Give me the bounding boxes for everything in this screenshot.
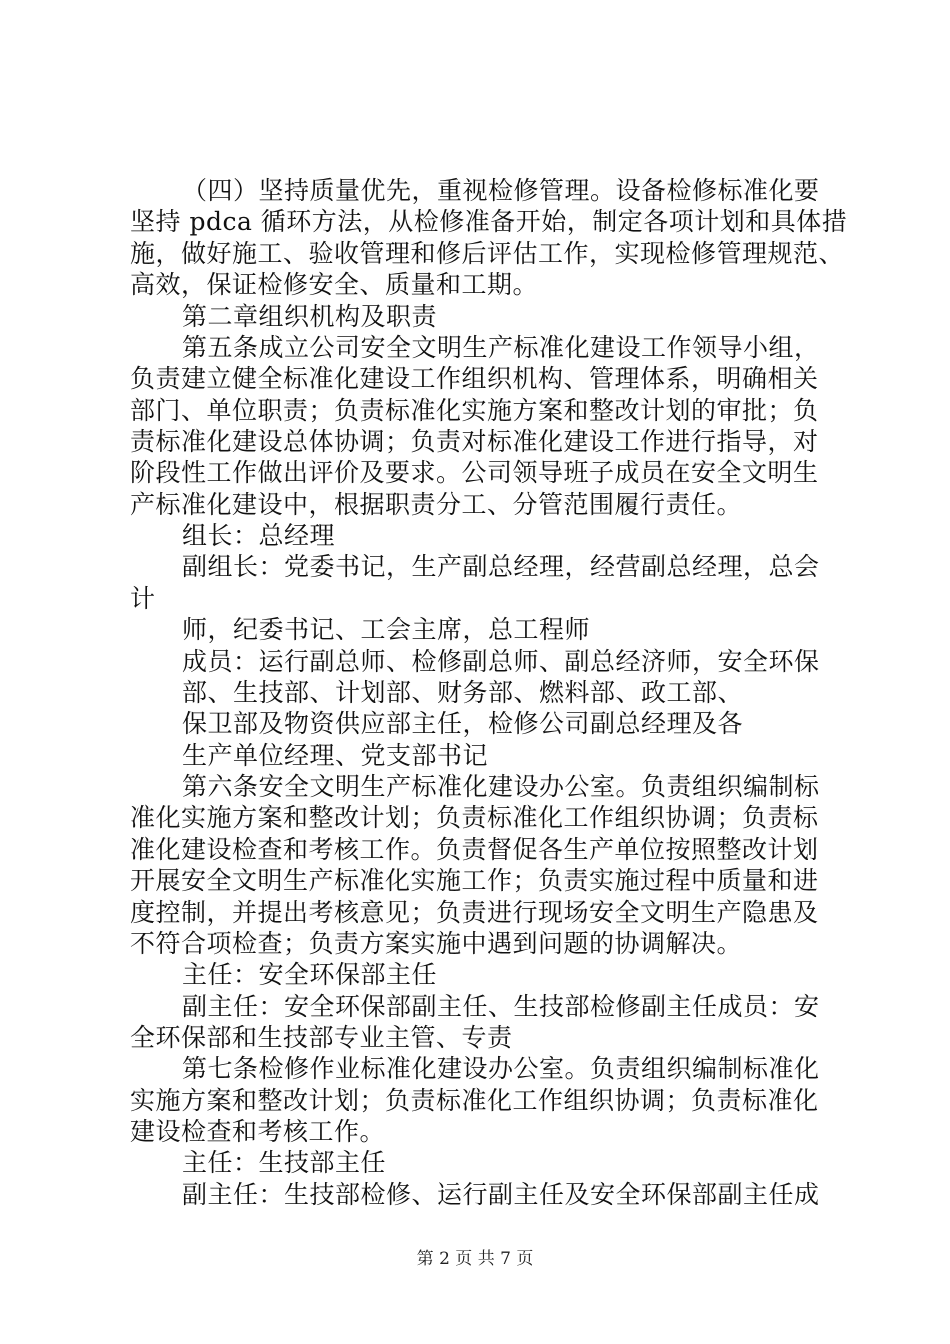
text-line: 主任：生技部主任 [182,1148,387,1177]
chapter-heading: 第二章组织机构及职责 [182,302,438,331]
text-line: 坚持 pdca 循环方法，从检修准备开始，制定各项计划和具体措 [130,207,848,236]
text-line: 不符合项检查；负责方案实施中遇到问题的协调解决。 [130,929,743,958]
text-line: 第五条成立公司安全文明生产标准化建设工作领导小组， [182,333,820,362]
text-line: 第七条检修作业标准化建设办公室。负责组织编制标准化 [182,1054,820,1083]
text-line: 保卫部及物资供应部主任，检修公司副总经理及各 [182,709,744,738]
text-line: 开展安全文明生产标准化实施工作；负责实施过程中质量和进 [130,866,819,895]
text-line: 副主任：安全环保部副主任、生技部检修副主任成员：安 [182,992,820,1021]
text-line: 副组长：党委书记，生产副总经理，经营副总经理，总会 [182,552,820,581]
text-line: 组长：总经理 [182,521,336,550]
text-line: 责标准化建设总体协调；负责对标准化建设工作进行指导，对 [130,427,819,456]
text-line: 度控制，并提出考核意见；负责进行现场安全文明生产隐患及 [130,898,819,927]
text-line: （四）坚持质量优先，重视检修管理。设备检修标准化要 [182,176,820,205]
text-line: 建设检查和考核工作。 [130,1117,386,1146]
text-line: 成员：运行副总师、检修副总师、副总经济师，安全环保 [182,647,820,676]
text-line: 主任：安全环保部主任 [182,960,438,989]
text-line: 产标准化建设中，根据职责分工、分管范围履行责任。 [130,490,743,519]
text-line: 准化实施方案和整改计划；负责标准化工作组织协调；负责标 [130,803,819,832]
text-line: 高效，保证检修安全、质量和工期。 [130,270,539,299]
text-line: 准化建设检查和考核工作。负责督促各生产单位按照整改计划 [130,835,819,864]
page-number-footer: 第 2 页 共 7 页 [416,1249,534,1269]
text-line: 师，纪委书记、工会主席，总工程师 [182,615,591,644]
text-line: 第六条安全文明生产标准化建设办公室。负责组织编制标 [182,772,820,801]
text-line: 部门、单位职责；负责标准化实施方案和整改计划的审批；负 [130,396,819,425]
text-line: 实施方案和整改计划；负责标准化工作组织协调；负责标准化 [130,1086,819,1115]
text-line: 生产单位经理、党支部书记 [182,741,489,770]
text-line: 全环保部和生技部专业主管、专责 [130,1023,513,1052]
text-line: 计 [130,584,156,613]
text-line: 负责建立健全标准化建设工作组织机构、管理体系，明确相关 [130,364,819,393]
text-line: 施，做好施工、验收管理和修后评估工作，实现检修管理规范、 [130,239,845,268]
text-line: 阶段性工作做出评价及要求。公司领导班子成员在安全文明生 [130,458,819,487]
text-line: 部、生技部、计划部、财务部、燃料部、政工部、 [182,678,744,707]
text-line: 副主任：生技部检修、运行副主任及安全环保部副主任成 [182,1180,820,1209]
